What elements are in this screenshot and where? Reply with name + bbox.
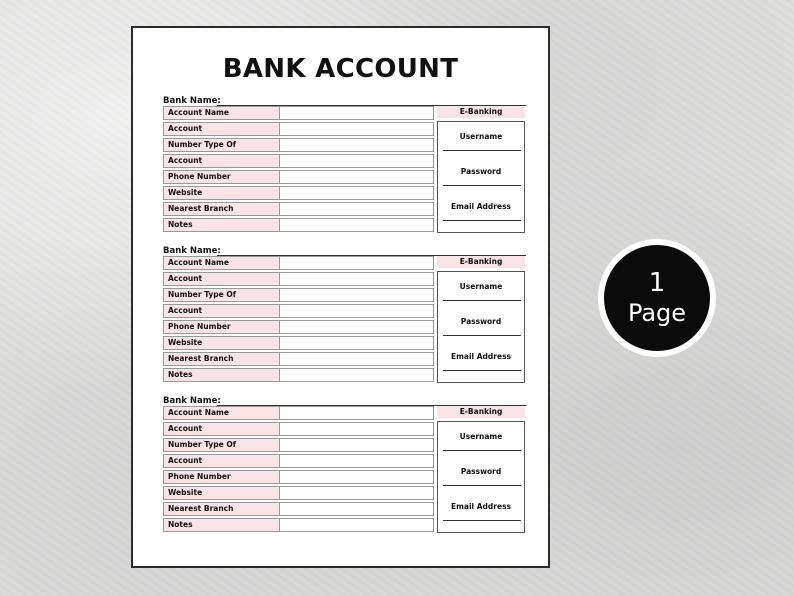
field-row <box>163 106 433 120</box>
field-label: Website <box>163 186 281 200</box>
field-value-box[interactable] <box>279 406 434 420</box>
ebanking-field-label: Username <box>459 282 503 291</box>
field-value-box[interactable] <box>279 486 434 500</box>
ebanking-field-line[interactable] <box>443 150 521 151</box>
ebanking-field-label: Password <box>460 467 502 476</box>
field-label: Phone Number <box>163 320 281 334</box>
field-value-box[interactable] <box>279 422 434 436</box>
ebanking-field <box>438 342 524 376</box>
account-section-1 <box>163 96 526 236</box>
field-label: Number Type Of <box>163 288 281 302</box>
field-row <box>163 304 433 318</box>
field-row <box>163 470 433 484</box>
field-label: Nearest Branch <box>163 502 281 516</box>
field-row <box>163 202 433 216</box>
ebanking-header: E-Banking <box>437 106 525 118</box>
field-row <box>163 256 433 270</box>
page-count-badge-inner <box>604 245 710 351</box>
bank-name-label: Bank Name: <box>163 96 221 106</box>
page-title: BANK ACCOUNT <box>222 54 459 84</box>
account-section-2 <box>163 246 526 386</box>
page-count-text: Page <box>627 299 687 327</box>
field-row <box>163 502 433 516</box>
field-label: Notes <box>163 218 281 232</box>
field-label: Account Name <box>163 406 281 420</box>
field-row <box>163 272 433 286</box>
ebanking-field-label: Email Address <box>450 202 511 211</box>
ebanking-header: E-Banking <box>437 406 525 418</box>
field-row <box>163 368 433 382</box>
ebanking-field-label: Password <box>460 317 502 326</box>
field-row <box>163 336 433 350</box>
field-label: Phone Number <box>163 170 281 184</box>
field-row <box>163 138 433 152</box>
field-value-box[interactable] <box>279 122 434 136</box>
field-label: Account <box>163 272 281 286</box>
ebanking-header: E-Banking <box>437 256 525 268</box>
field-row <box>163 122 433 136</box>
field-row <box>163 486 433 500</box>
ebanking-box <box>437 421 525 533</box>
field-label: Notes <box>163 368 281 382</box>
ebanking-field-label: Email Address <box>450 352 511 361</box>
field-label: Number Type Of <box>163 438 281 452</box>
field-label: Account Name <box>163 106 281 120</box>
field-value-box[interactable] <box>279 106 434 120</box>
field-value-box[interactable] <box>279 154 434 168</box>
planner-page <box>131 26 550 568</box>
ebanking-field-line[interactable] <box>443 520 521 521</box>
field-row <box>163 218 433 232</box>
ebanking-field <box>438 457 524 491</box>
field-label: Account <box>163 422 281 436</box>
field-label: Nearest Branch <box>163 352 281 366</box>
field-row <box>163 454 433 468</box>
field-value-box[interactable] <box>279 368 434 382</box>
ebanking-field-label: Username <box>459 432 503 441</box>
field-label: Number Type Of <box>163 138 281 152</box>
ebanking-field <box>438 192 524 226</box>
field-value-box[interactable] <box>279 288 434 302</box>
field-row <box>163 320 433 334</box>
page-count-number: 1 <box>648 268 666 298</box>
field-value-box[interactable] <box>279 138 434 152</box>
ebanking-field-label: Email Address <box>450 502 511 511</box>
field-value-box[interactable] <box>279 202 434 216</box>
ebanking-field-line[interactable] <box>443 370 521 371</box>
ebanking-field-line[interactable] <box>443 220 521 221</box>
ebanking-field-line[interactable] <box>443 300 521 301</box>
field-row <box>163 518 433 532</box>
field-label: Phone Number <box>163 470 281 484</box>
field-value-box[interactable] <box>279 454 434 468</box>
ebanking-box <box>437 121 525 233</box>
field-row <box>163 422 433 436</box>
field-value-box[interactable] <box>279 518 434 532</box>
field-value-box[interactable] <box>279 256 434 270</box>
field-value-box[interactable] <box>279 438 434 452</box>
ebanking-field <box>438 157 524 191</box>
ebanking-field-line[interactable] <box>443 335 521 336</box>
field-value-box[interactable] <box>279 186 434 200</box>
field-label: Account Name <box>163 256 281 270</box>
field-label: Account <box>163 122 281 136</box>
ebanking-field-label: Username <box>459 132 503 141</box>
field-value-box[interactable] <box>279 304 434 318</box>
field-value-box[interactable] <box>279 352 434 366</box>
page-count-badge <box>598 239 716 357</box>
field-label: Nearest Branch <box>163 202 281 216</box>
field-row <box>163 154 433 168</box>
field-value-box[interactable] <box>279 470 434 484</box>
ebanking-field <box>438 422 524 456</box>
field-label: Account <box>163 454 281 468</box>
field-value-box[interactable] <box>279 336 434 350</box>
bank-name-label: Bank Name: <box>163 246 221 256</box>
ebanking-field <box>438 272 524 306</box>
field-label: Account <box>163 154 281 168</box>
field-label: Website <box>163 336 281 350</box>
field-row <box>163 438 433 452</box>
field-label: Notes <box>163 518 281 532</box>
field-value-box[interactable] <box>279 170 434 184</box>
field-value-box[interactable] <box>279 320 434 334</box>
field-row <box>163 186 433 200</box>
field-row <box>163 170 433 184</box>
ebanking-field <box>438 307 524 341</box>
field-value-box[interactable] <box>279 502 434 516</box>
ebanking-field-line[interactable] <box>443 185 521 186</box>
ebanking-field <box>438 122 524 156</box>
ebanking-field-label: Password <box>460 167 502 176</box>
field-row <box>163 352 433 366</box>
field-row <box>163 288 433 302</box>
account-section-3 <box>163 396 526 536</box>
field-label: Website <box>163 486 281 500</box>
field-value-box[interactable] <box>279 272 434 286</box>
field-label: Account <box>163 304 281 318</box>
field-value-box[interactable] <box>279 218 434 232</box>
ebanking-field <box>438 492 524 526</box>
ebanking-box <box>437 271 525 383</box>
ebanking-field-line[interactable] <box>443 450 521 451</box>
field-row <box>163 406 433 420</box>
ebanking-field-line[interactable] <box>443 485 521 486</box>
bank-name-label: Bank Name: <box>163 396 221 406</box>
